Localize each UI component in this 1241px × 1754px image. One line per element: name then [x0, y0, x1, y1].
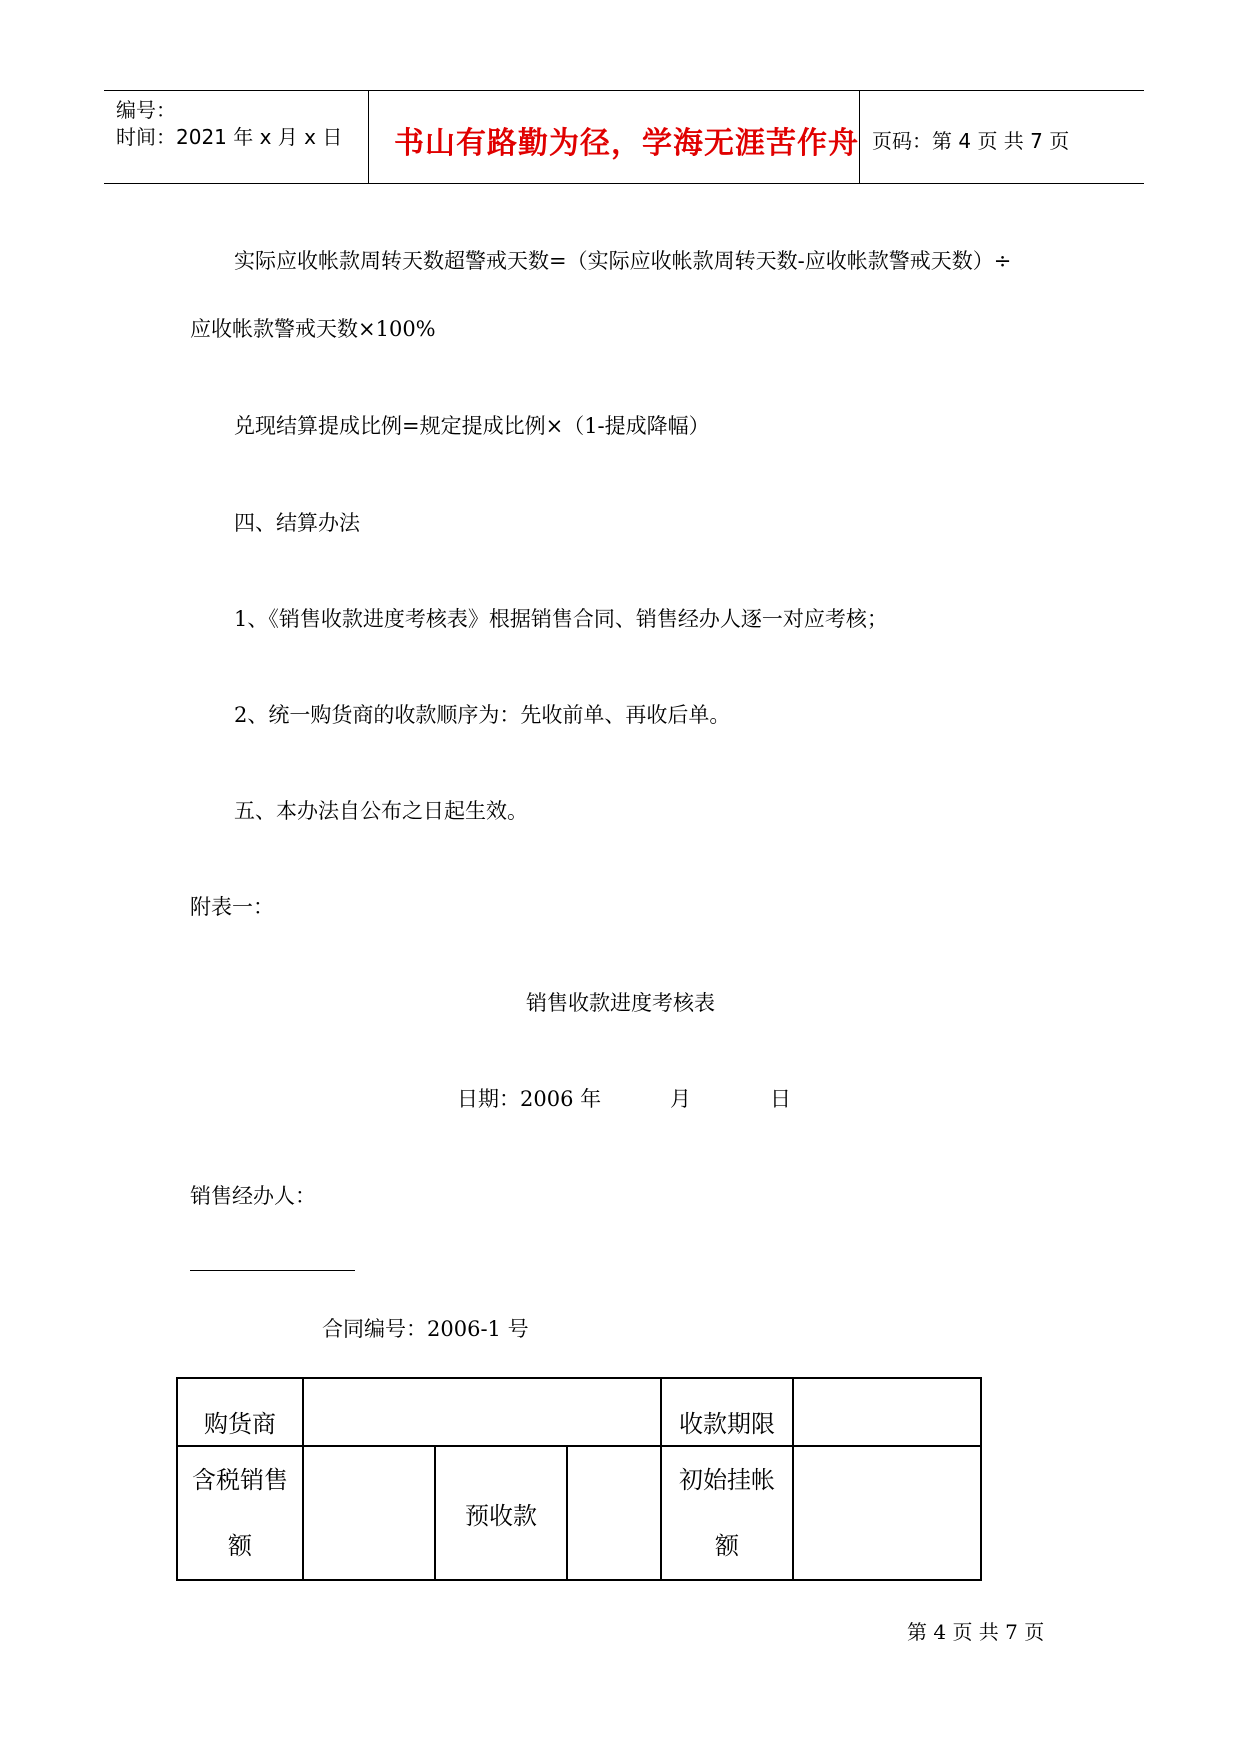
agent-signature-line [190, 1270, 355, 1271]
agent-label: 销售经办人： [190, 1184, 316, 1208]
assessment-table [176, 1377, 982, 1581]
cell-buyer-label [177, 1378, 303, 1446]
date-day: 日 [770, 1087, 791, 1111]
formula-1-line-2: 应收帐款警戒天数×100% [190, 317, 436, 341]
header-top-rule [104, 90, 1144, 91]
contract-number: 合同编号：2006-1 号 [322, 1317, 529, 1341]
cell-buyer-value[interactable] [303, 1378, 661, 1446]
cell-initial-label [661, 1446, 793, 1580]
header-divider-right [859, 90, 860, 184]
date-month: 月 [670, 1087, 691, 1111]
appendix-label: 附表一： [190, 895, 274, 919]
initial-account-label-line-1: 初始挂帐 [679, 1466, 775, 1494]
cell-sales-value[interactable] [303, 1446, 435, 1580]
table-row [177, 1446, 981, 1580]
form-title: 销售收款进度考核表 [526, 991, 715, 1015]
section-4-title: 四、结算办法 [234, 511, 360, 535]
serial-label: 编号： [116, 98, 176, 122]
table-row [177, 1378, 981, 1446]
payment-term-label: 收款期限 [679, 1410, 775, 1438]
item-2: 2、统一购货商的收款顺序为：先收前单、再收后单。 [234, 703, 731, 727]
header-motto: 书山有路勤为径，学海无涯苦作舟 [394, 126, 859, 161]
section-5: 五、本办法自公布之日起生效。 [234, 799, 528, 823]
cell-prepay-value[interactable] [567, 1446, 661, 1580]
formula-2: 兑现结算提成比例=规定提成比例×（1-提成降幅） [234, 414, 710, 438]
sales-amount-label-line-1: 含税销售 [192, 1466, 288, 1494]
header-bottom-rule [104, 183, 1144, 184]
cell-term-value[interactable] [793, 1378, 981, 1446]
buyer-label: 购货商 [204, 1410, 276, 1438]
cell-prepay-label [435, 1446, 567, 1580]
cell-sales-label [177, 1446, 303, 1580]
page-code: 页码：第 4 页 共 7 页 [872, 129, 1070, 153]
formula-1-line-1: 实际应收帐款周转天数超警戒天数=（实际应收帐款周转天数-应收帐款警戒天数）÷ [234, 249, 1012, 273]
page-footer: 第 4 页 共 7 页 [907, 1620, 1045, 1644]
prepayment-label: 预收款 [465, 1501, 537, 1530]
cell-initial-value[interactable] [793, 1446, 981, 1580]
date-label: 日期：2006 年 [457, 1087, 602, 1111]
initial-account-label-line-2: 额 [715, 1532, 739, 1560]
time-text: 时间：2021 年 x 月 x 日 [116, 125, 343, 149]
item-1: 1、《销售收款进度考核表》根据销售合同、销售经办人逐一对应考核； [234, 607, 888, 631]
sales-amount-label-line-2: 额 [228, 1532, 252, 1560]
cell-term-label [661, 1378, 793, 1446]
header-divider-left [368, 90, 369, 184]
